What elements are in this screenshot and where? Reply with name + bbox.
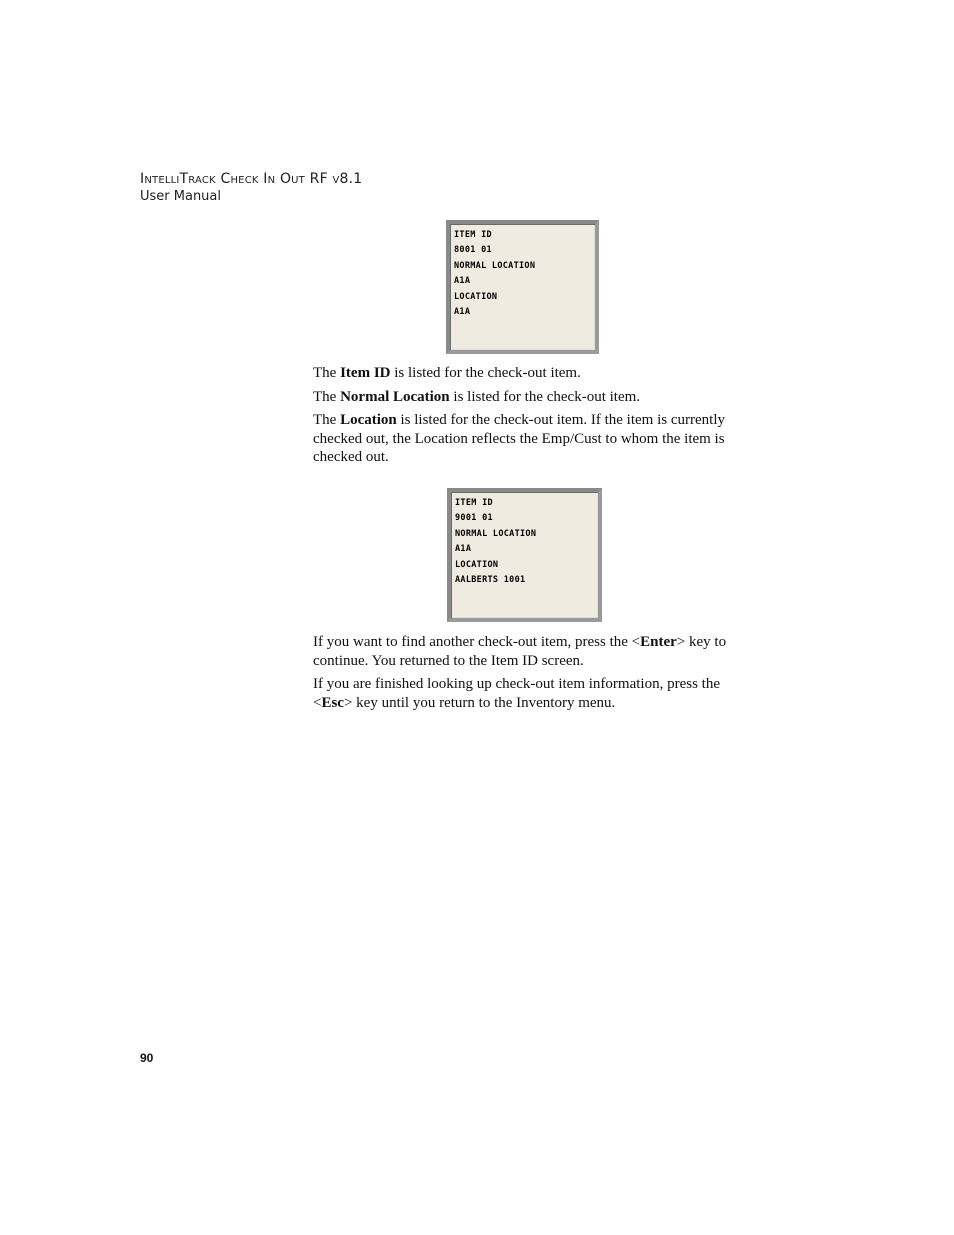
text: > key to continue. You returned to the Item ID screen. [313, 634, 727, 669]
rf-label-item-id: ITEM ID [455, 498, 493, 508]
paragraph-normal-location [313, 388, 753, 407]
rf-label-normal-location: NORMAL LOCATION [454, 260, 536, 271]
text: The [313, 389, 341, 405]
rf-value-item-id: 9001 01 [455, 513, 493, 524]
rf-value-location: AALBERTS 1001 [455, 575, 526, 586]
paragraph-esc-key [313, 675, 753, 712]
key-enter: Enter [640, 634, 677, 650]
text: is listed for the check-out item. [449, 389, 641, 405]
document-subtitle: User Manual [140, 189, 222, 204]
page-number: 90 [140, 1051, 154, 1065]
term-location: Location [340, 412, 397, 428]
term-normal-location: Normal Location [340, 389, 450, 405]
text: is listed for the check-out item. [390, 365, 581, 381]
text: > key until you return to the Inventory menu. [343, 694, 616, 711]
key-esc: Esc [321, 694, 344, 711]
rf-value-normal-location: A1A [455, 544, 472, 555]
rf-value-item-id: 8001 01 [454, 245, 492, 256]
rf-screen-item-lookup-1 [446, 220, 599, 354]
rf-label-normal-location: NORMAL LOCATION [455, 528, 537, 539]
text: If you are finished looking up check-out item information, press the < [313, 676, 720, 711]
paragraph-location [313, 411, 753, 467]
paragraph-enter-key [313, 633, 753, 670]
rf-label-location: LOCATION [455, 559, 499, 570]
rf-screen-item-lookup-2 [447, 488, 602, 622]
text: is listed for the check-out item. If the item is currently checked out, the Location reflects the Emp/Cust to whom the item is checked out. [313, 412, 725, 466]
text: The [313, 412, 341, 428]
document-title: IntelliTrack Check In Out RF v8.1 [140, 171, 363, 187]
rf-label-item-id: ITEM ID [454, 230, 492, 240]
running-header [140, 170, 362, 205]
text: If you want to find another check-out item, press the < [313, 634, 641, 650]
rf-value-normal-location: A1A [454, 276, 471, 287]
rf-value-location: A1A [454, 307, 471, 318]
paragraph-item-id [313, 364, 753, 383]
term-item-id: Item ID [340, 365, 391, 381]
rf-label-location: LOCATION [454, 291, 498, 302]
text: The [313, 365, 341, 381]
